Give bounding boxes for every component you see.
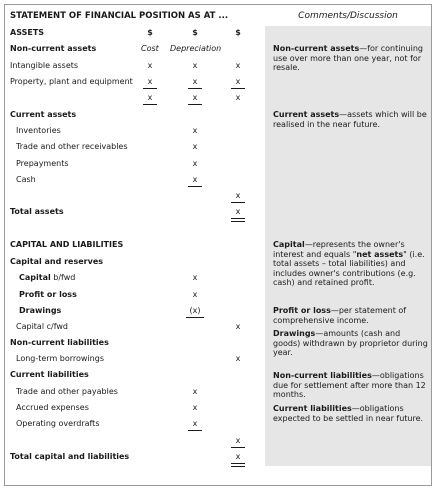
comment-profit-loss: [273, 306, 428, 325]
comment-text: —amounts (cash and goods) withdrawn by proprietor during year.: [273, 329, 428, 357]
comment-term: Profit or loss: [273, 306, 331, 315]
cell: x: [235, 452, 241, 461]
underline: [188, 186, 202, 187]
cell: x: [192, 77, 198, 86]
comment-non-current-assets: [273, 44, 428, 73]
cell: x: [192, 273, 198, 282]
cell: x: [235, 77, 241, 86]
col-header-3: $: [235, 28, 241, 37]
assets-heading: ASSETS: [10, 28, 45, 37]
cell: x: [235, 322, 241, 331]
comment-text: —assets which will be realised in the near future.: [273, 110, 427, 129]
total-capital-liabilities-label: Total capital and liabilities: [10, 452, 130, 461]
cell: x: [192, 142, 198, 151]
cell: x: [235, 61, 241, 70]
inventories-label: Inventories: [16, 126, 61, 135]
cell: x: [192, 159, 198, 168]
double-underline: [231, 218, 245, 222]
comment-current-liabilities: [273, 404, 428, 423]
cell: x: [235, 191, 241, 200]
cell: x: [192, 61, 198, 70]
comment-emphasis: net assets: [356, 249, 404, 259]
cell: x: [192, 290, 198, 299]
col-header-1: $: [147, 28, 153, 37]
col-header-2: $: [192, 28, 198, 37]
drawings-label: Drawings: [19, 306, 62, 315]
receivables-label: Trade and other receivables: [16, 142, 128, 151]
cell: x: [192, 126, 198, 135]
comment-text: —represents the owner's interest and equals ": [273, 240, 405, 259]
cell: x: [192, 419, 198, 428]
cell: x: [147, 77, 153, 86]
depreciation-col-label: Depreciation: [170, 44, 222, 53]
comment-text: —for continuing use over more than one year, not for resale.: [273, 44, 423, 72]
intangible-assets-label: Intangible assets: [10, 61, 79, 70]
cell: x: [235, 93, 241, 102]
current-liabilities-heading: Current liabilities: [10, 370, 89, 379]
comment-text: —obligations expected to be settled in near future.: [273, 404, 424, 423]
double-underline: [231, 463, 245, 467]
cell: x: [192, 93, 198, 102]
cell: (x): [189, 306, 201, 315]
underline: [188, 430, 202, 431]
cell: x: [235, 354, 241, 363]
comment-text: —obligations due for settlement after more than 12 months.: [273, 371, 426, 399]
comment-term: Current liabilities: [273, 404, 352, 413]
prepayments-label: Prepayments: [16, 159, 69, 168]
total-assets-label: Total assets: [10, 207, 64, 216]
current-assets-heading: Current assets: [10, 110, 77, 119]
comment-term: Capital: [273, 240, 305, 249]
ppe-label: Property, plant and equipment: [10, 77, 133, 86]
underline: [186, 317, 204, 318]
comment-non-current-liabilities: [273, 371, 428, 400]
comment-text: " (i.e. total assets – total liabilities) and includes owner's contributions (e.g. cash) and retained profit.: [273, 249, 425, 287]
cell: x: [192, 175, 198, 184]
trade-payables-label: Trade and other payables: [16, 387, 118, 396]
capital-reserves-heading: Capital and reserves: [10, 257, 103, 266]
non-current-liabilities-heading: Non-current liabilities: [10, 338, 109, 347]
cost-col-label: Cost: [141, 44, 159, 53]
comment-drawings: [273, 329, 428, 358]
comment-term: Non-current liabilities: [273, 371, 372, 380]
long-term-borrowings-label: Long-term borrowings: [16, 354, 104, 363]
statement-title: STATEMENT OF FINANCIAL POSITION AS AT ...: [10, 11, 229, 21]
comments-header: Comments/Discussion: [298, 11, 398, 21]
capital-bfwd-rest: b/fwd: [50, 273, 76, 282]
comment-current-assets: [273, 110, 428, 129]
capital-liabilities-heading: CAPITAL AND LIABILITIES: [10, 240, 124, 249]
profit-loss-label: Profit or loss: [19, 290, 77, 299]
underline: [188, 88, 202, 89]
underline: [231, 447, 245, 448]
capital-bfwd-label: [19, 273, 75, 283]
accrued-expenses-label: Accrued expenses: [16, 403, 89, 412]
underline: [231, 88, 245, 89]
cell: x: [235, 436, 241, 445]
underline: [143, 88, 157, 89]
cell: x: [192, 387, 198, 396]
cell: x: [147, 93, 153, 102]
operating-overdrafts-label: Operating overdrafts: [16, 419, 100, 428]
cell: x: [147, 61, 153, 70]
capital-bfwd-bold: Capital: [19, 273, 51, 282]
cash-label: Cash: [16, 175, 36, 184]
comment-term: Drawings: [273, 329, 316, 338]
underline: [231, 202, 245, 203]
cell: x: [192, 403, 198, 412]
comment-text: —per statement of comprehensive income.: [273, 306, 407, 325]
underline: [143, 104, 157, 105]
cell: x: [235, 207, 241, 216]
comment-term: Non-current assets: [273, 44, 360, 53]
underline: [188, 104, 202, 105]
capital-cfwd-label: Capital c/fwd: [16, 322, 68, 331]
comment-capital: [273, 240, 428, 288]
non-current-assets-heading: Non-current assets: [10, 44, 97, 53]
comment-term: Current assets: [273, 110, 340, 119]
